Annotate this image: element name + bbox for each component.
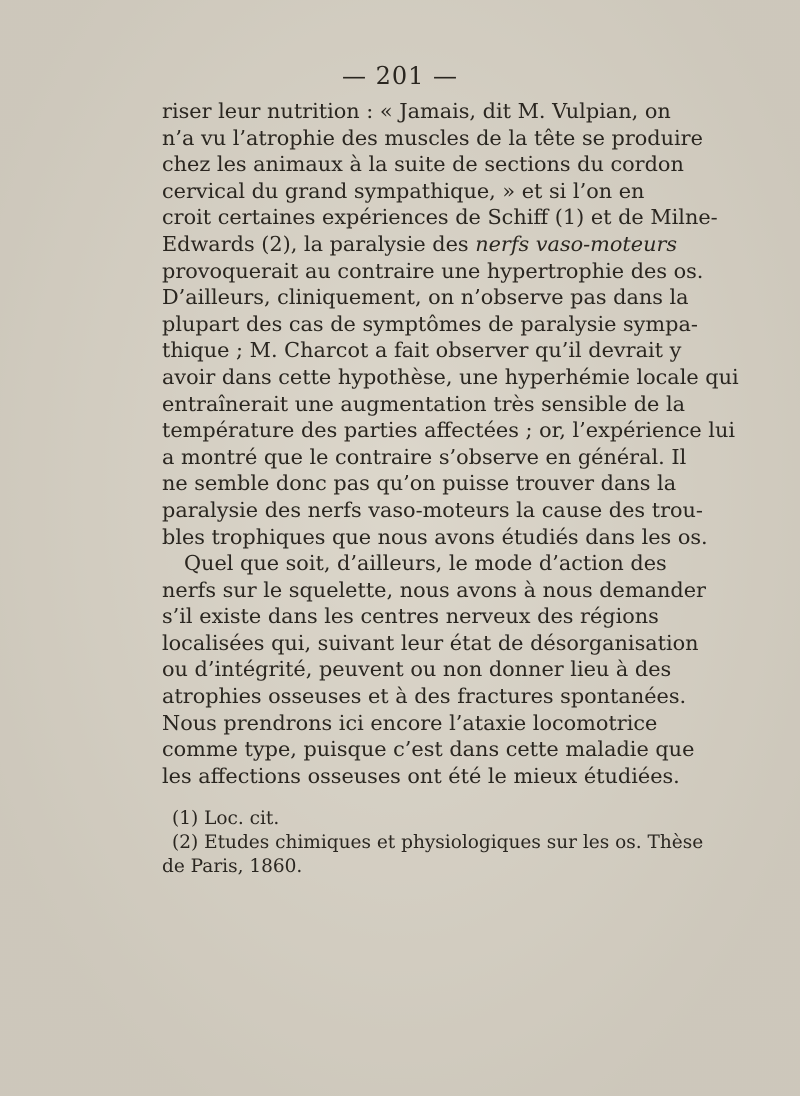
footnotes xyxy=(162,807,704,879)
page-number: — 201 — xyxy=(341,62,459,90)
text-line: Nous prendrons ici encore l’ataxie locomotrice xyxy=(162,710,658,735)
text-line: a montré que le contraire s’observe en général. Il xyxy=(162,444,687,469)
text-line: paralysie des nerfs vaso-moteurs la cause des trou- xyxy=(162,497,703,522)
text-line: Quel que soit, d’ailleurs, le mode d’action des xyxy=(184,551,667,576)
text-line: riser leur nutrition : « Jamais, dit M. Vulpian, on xyxy=(162,99,671,123)
text-line: avoir dans cette hypothèse, une hyperhémie locale qui xyxy=(162,364,739,389)
text-line: ou d’intégrité, peuvent ou non donner lieu à des xyxy=(162,657,672,682)
text-line: n’a vu l’atrophie des muscles de la tête se produire xyxy=(162,125,703,150)
italic-phrase: nerfs vaso-moteurs xyxy=(475,231,678,256)
text-line-with-italic xyxy=(162,231,678,258)
text-line: température des parties affectées ; or, l’expérience lui xyxy=(162,418,735,443)
text-line: entraînerait une augmentation très sensible de la xyxy=(162,391,685,416)
footnote-1: (1) Loc. cit. xyxy=(172,808,280,829)
text-line: localisées qui, suivant leur état de désorganisation xyxy=(162,630,699,655)
text-line: D’ailleurs, cliniquement, on n’observe pas dans la xyxy=(162,285,689,310)
footnote-2: (2) Etudes chimiques et physiologiques sur les os. Thèse xyxy=(172,832,704,853)
text-line: s’il existe dans les centres nerveux des régions xyxy=(162,604,659,629)
text-line: atrophies osseuses et à des fractures spontanées. xyxy=(162,684,687,709)
text-line: nerfs sur le squelette, nous avons à nous demander xyxy=(162,577,706,602)
text-line: ne semble donc pas qu’on puisse trouver dans la xyxy=(162,471,677,496)
text-line: thique ; M. Charcot a fait observer qu’il devrait y xyxy=(162,338,682,363)
text-line: cervical du grand sympathique, » et si l’on en xyxy=(162,178,645,203)
text-line: les affections osseuses ont été le mieux étudiées. xyxy=(162,763,680,788)
text-line: bles trophiques que nous avons étudiés dans les os. xyxy=(162,524,708,549)
text-fragment: Edwards (2), la paralysie des xyxy=(162,231,469,256)
text-line: plupart des cas de symptômes de paralysie sympa- xyxy=(162,311,698,336)
text-line: provoquerait au contraire une hypertrophie des os. xyxy=(162,258,704,283)
text-line: chez les animaux à la suite de sections du cordon xyxy=(162,152,684,177)
text-line: comme type, puisque c’est dans cette maladie que xyxy=(162,737,695,762)
text-line: croit certaines expériences de Schiff (1) et de Milne- xyxy=(162,205,718,230)
body-text xyxy=(162,98,739,789)
footnote-2-continuation: de Paris, 1860. xyxy=(162,856,303,877)
